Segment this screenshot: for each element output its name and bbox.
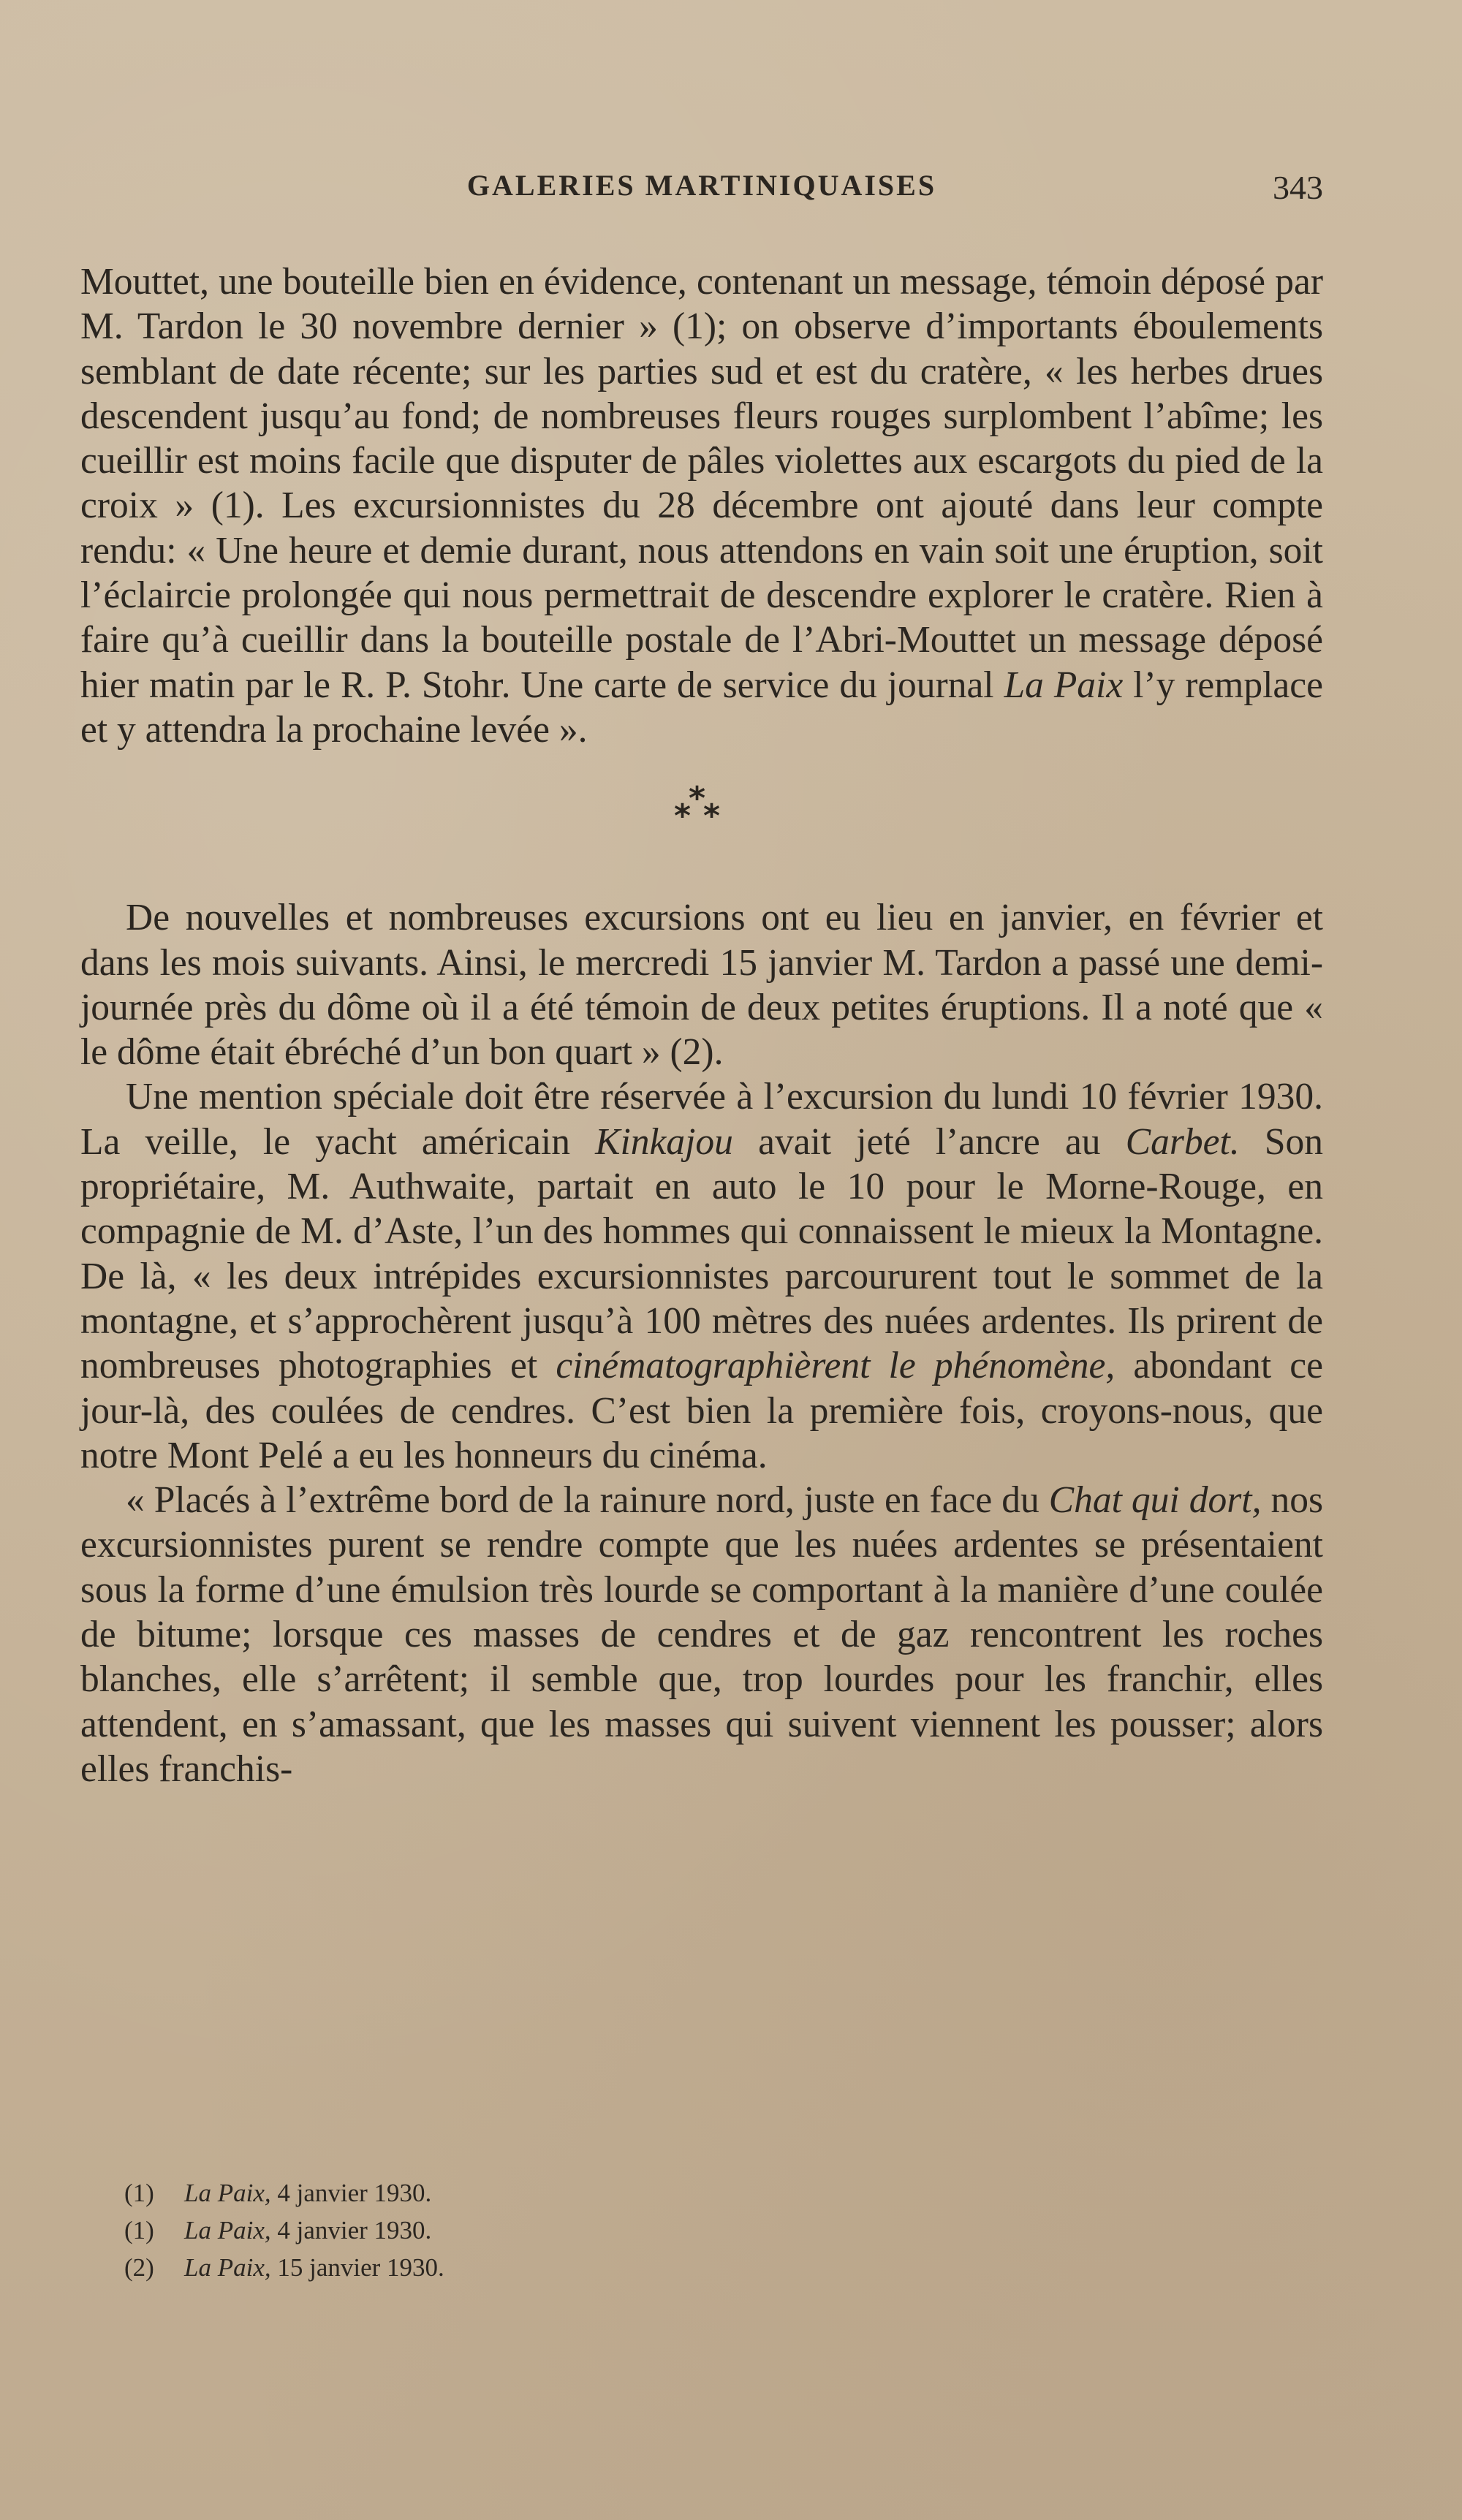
text-run-italic: Kinkajou (595, 1120, 733, 1163)
text-run: Mouttet, une bouteille bien en évidence, contenant un message, témoin déposé par M. Tardon le 30 novembre dernier » (1); on observe d’importants éboulements semblant de date récente; sur les parties sud et est du cratère, « les herbes drues descendent jusqu’au fond; de nombreuses fleurs rouges surplombent l’abîme; les cueillir est moins facile que disputer de pâles violettes aux escargots du pied de la croix » (1). Les excursionnistes du 28 décembre ont ajouté dans leur compte rendu: « Une heure et demie durant, nous attendons en vain soit une éruption, soit l’éclaircie prolongée qui nous permettrait de descendre explorer le cratère. Rien à faire qu’à cueillir dans la bouteille postale de l’Abri-Mouttet un message déposé hier matin par le R. P. Stohr. Une carte de service du journal (80, 261, 1323, 706)
book-page (80, 0, 1323, 2520)
text-run: l’y remplace et y attendra la prochaine levée ». (80, 664, 1323, 751)
footnote-date: 4 janvier 1930. (277, 2179, 432, 2207)
paragraph (80, 895, 1323, 1074)
running-head (80, 168, 1323, 212)
text-run: Une mention spéciale doit être réservée à l’excursion du lundi 10 février 1930. La veille, le yacht américain (80, 1076, 1323, 1163)
text-run-italic: Chat qui dort, (1048, 1479, 1262, 1522)
asterisk-glyph: * (703, 797, 721, 835)
section-break-asterism (80, 752, 1323, 895)
text-run: De nouvelles et nombreuses excursions ont eu lieu en janvier, en février et dans les mois suivants. Ainsi, le mercredi 15 janvier M. Tardon a passé une demi-journée près du dôme où il a été témoin de deux petites éruptions. Il a noté que « le dôme était ébréché d’un bon quart » (2). (80, 897, 1323, 1074)
text-run: nos excursionnistes purent se rendre compte que les nuées ardentes se présentaient sous la forme d’une émulsion très lourde se comportant à la manière d’une coulée de bitume; lorsque ces masses de cendres et de gaz rencontrent les roches blanches, elle s’arrêtent; il semble que, trop lourdes pour les franchir, elles attendent, en s’amassant, que les masses qui suivent viennent les pousser; alors elles franchis- (80, 1479, 1323, 1790)
footnote-number: (1) (124, 2216, 154, 2244)
paragraph (80, 1074, 1323, 1478)
text-run-italic: La Paix (1004, 664, 1124, 706)
footnote-number: (2) (124, 2253, 154, 2282)
paragraph (80, 1478, 1323, 1791)
asterisk-glyph: * (689, 780, 706, 818)
text-run: Son propriétaire, M. Authwaite, partait en auto le 10 pour le Morne-Rouge, en compagnie de M. d’Aste, l’un des hommes qui connaissent le mieux la Montagne. De là, « les deux intrépides excursionnistes parcoururent tout le sommet de la montagne, et s’approchèrent jusqu’à 100 mètres des nuées ardentes. Ils prirent de nombreuses photographies et (80, 1120, 1323, 1387)
text-run-italic: Carbet. (1125, 1120, 1240, 1163)
footnotes (124, 2174, 444, 2286)
asterisk-glyph: * (674, 797, 692, 835)
footnote-number: (1) (124, 2179, 154, 2207)
footnote-date: 4 janvier 1930. (277, 2216, 432, 2244)
footnote-source: La Paix, (184, 2253, 271, 2282)
footnote (124, 2212, 444, 2249)
footnote-date: 15 janvier 1930. (277, 2253, 444, 2282)
paragraph-continuation (80, 259, 1323, 752)
footnote (124, 2249, 444, 2286)
footnote-source: La Paix, (184, 2216, 271, 2244)
footnote-source: La Paix, (184, 2179, 271, 2207)
body-text (80, 259, 1323, 1791)
text-run: avait jeté l’ancre au (732, 1120, 1126, 1163)
running-title: GALERIES MARTINIQUAISES (466, 169, 937, 202)
text-run-italic: cinématographièrent le phénomène, (556, 1345, 1116, 1387)
text-run: abondant ce jour-là, des coulées de cendres. C’est bien la première fois, croyons-nous, que notre Mont Pelé a eu les honneurs du cinéma. (80, 1345, 1323, 1476)
footnote (124, 2174, 444, 2212)
text-run: « Placés à l’extrême bord de la rainure nord, juste en face du (126, 1479, 1049, 1522)
page-number: 343 (1273, 169, 1323, 206)
